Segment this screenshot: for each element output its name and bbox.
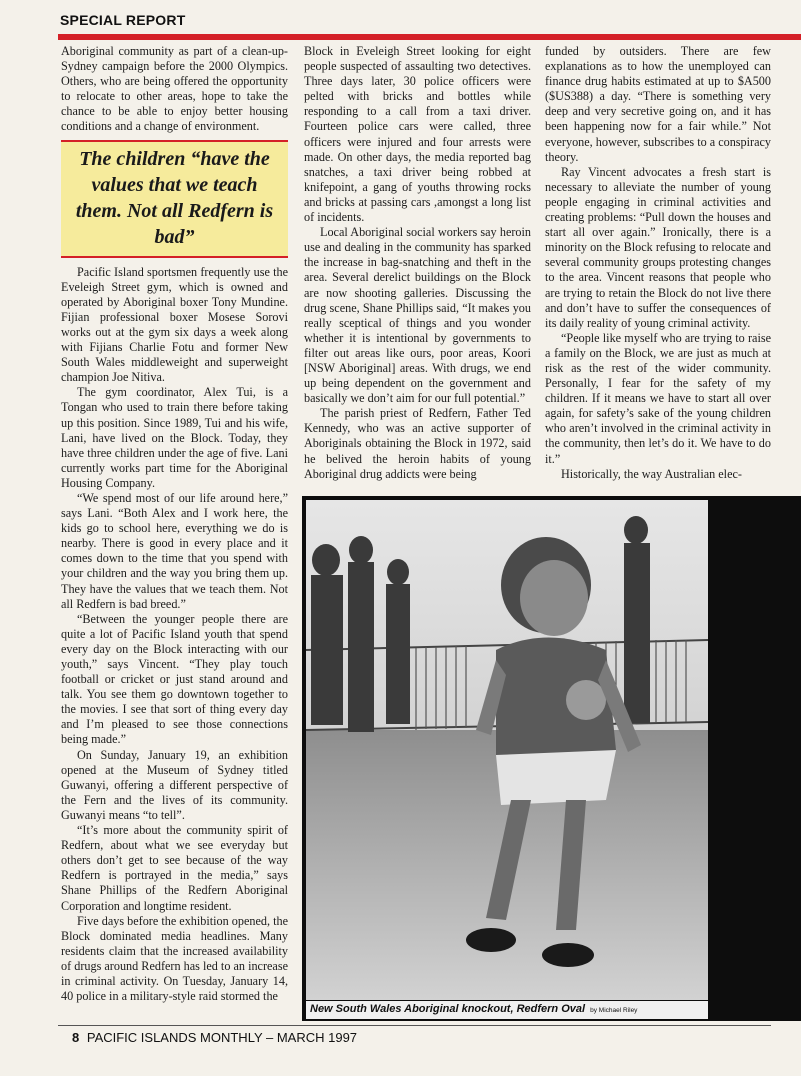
paragraph: The gym coordinator, Alex Tui, is a Tongan who used to train there before taking up this position. Since 1989, Tui and his wife, Lani, have lived on the Block. Today, they have three children under the age of five. Lani currently works part time for the Aboriginal Housing Company. [61, 385, 288, 490]
paragraph: Aboriginal community as part of a clean-up-Sydney campaign before the 2000 Olympics. Others, who are being offered the opportunity to relocate to other areas, hope to take the chance to be able to enjoy better housing conditions and a change of environment. [61, 44, 288, 134]
paragraph: “We spend most of our life around here,” says Lani. “Both Alex and I work here, the kids go to school here, everything we do is nearby. There is good in every place and it comes down to the time that you spend with your children and the way you bring them up. They have the values that we teach them. Not all Redfern is bad breed.” [61, 490, 288, 611]
article-column-1 [61, 44, 288, 1004]
paragraph: Block in Eveleigh Street looking for eight people suspected of assaulting two detectives. Three days later, 30 police officers were pelted with bricks and bottles while responding to a call from a taxi driver. Fourteen police cars were called, three officers were injured and four arrests were made. On other days, the media reported bag snatches, a taxi driver being robbed at knifepoint, a gang of youths throwing rocks and bricks at passing cars ,amongst a long list of incidents. [304, 44, 531, 225]
paragraph: Pacific Island sportsmen frequently use the Eveleigh Street gym, which is owned and operated by Aboriginal boxer Tony Mundine. Fijian professional boxer Mosese Sorovi works out at the gym six days a week along with Fijians Charlie Fotu and former New South Wales middleweight and superweight champion Joe Nitiva. [61, 264, 288, 385]
publication-name: PACIFIC ISLANDS MONTHLY – MARCH 1997 [86, 1030, 358, 1045]
footer-rule [58, 1025, 771, 1026]
photo-credit: by Michael Riley [590, 1007, 638, 1014]
paragraph: funded by outsiders. There are few explanations as to how the unemployed can finance drug habits estimated at up to $A500 ($US388) a day. “There is something very deep and very secretive going on, and it has been happening now for a fair while.” Not everyone, however, subscribes to a conspiracy theory. [545, 44, 771, 164]
paragraph: The parish priest of Redfern, Father Ted Kennedy, who was an active supporter of Aboriginals obtaining the Block in 1972, said he belived the heroin habits of young Aboriginal drug addicts were being [304, 406, 531, 481]
paragraph: On Sunday, January 19, an exhibition opened at the Museum of Sydney titled Guwanyi, offering a different perspective of the Fern and the lives of its community. Guwanyi means “to tell”. [61, 747, 288, 822]
photo-illustration [306, 500, 708, 1000]
paragraph: “People like myself who are trying to raise a family on the Block, we are just as much at risk as the rest of the wider community. Personally, I fear for the safety of my children. If it means we have to start all over again, for safety’s sake of the young children who aren’t involved in the criminal activity in the community, then let’s do it. We have to do it.” [545, 330, 771, 466]
article-column-3 [545, 44, 771, 482]
paragraph: Historically, the way Australian elec- [561, 466, 742, 481]
paragraph: Local Aboriginal social workers say heroin use and dealing in the community has sparked the increase in bag-snatching and theft in the area. Several derelict buildings on the Block are now shooting galleries. Discussing the drug scene, Shane Phillips said, “It makes you really sceptical of things and you wonder whether it is intentional by governments to filter out areas like ours, poor areas, Koori [NSW Aboriginal] areas. With drugs, we end up being dependent on the government and basically we don’t aim for our full potential.” [304, 225, 531, 406]
section-rule [58, 34, 801, 40]
photo-caption [306, 1001, 708, 1019]
caption-text: New South Wales Aboriginal knockout, Redfern Oval [310, 1003, 586, 1015]
child-football-photo [306, 500, 708, 1000]
paragraph: “Between the younger people there are quite a lot of Pacific Island youth that spend every day on the Block interacting with our youth,” says Vincent. “They play touch football or cricket or just stand around and talk. You see them go downtown together to the movies. I see that sort of thing every day and I’m pleased to see those connections being made.” [61, 611, 288, 747]
pull-quote: The children “have the values that we teach them. Not all Redfern is bad” [61, 140, 288, 258]
paragraph: Ray Vincent advocates a fresh start is necessary to alleviate the number of young people engaging in criminal activities and creating problems: “Pull down the houses and start all over again.” Ironically, there is a minority on the Block refusing to relocate and several community groups protesting changes to the area. Vincent reasons that people who are trying to retain the Block do not live there and don’t have to suffer the consequences of its daily reality of young criminal activity. [545, 164, 771, 330]
section-label: SPECIAL REPORT [60, 12, 186, 28]
paragraph: “It’s more about the community spirit of Redfern, about what we see everyday but others don’t get to see because of the way Redfern is portrayed in the media,” says Shane Phillips of the Redfern Aboriginal Corporation and longtime resident. [61, 823, 288, 913]
article-column-2 [304, 44, 531, 482]
page-number: 8 [72, 1030, 80, 1045]
page-footer [72, 1030, 357, 1045]
paragraph: Five days before the exhibition opened, the Block dominated media headlines. Many residents claim that the increased availability of drugs around Redfern has led to an increase in criminal activity. On Tuesday, January 14, 40 police in a military-style raid stormed the [61, 913, 288, 1004]
